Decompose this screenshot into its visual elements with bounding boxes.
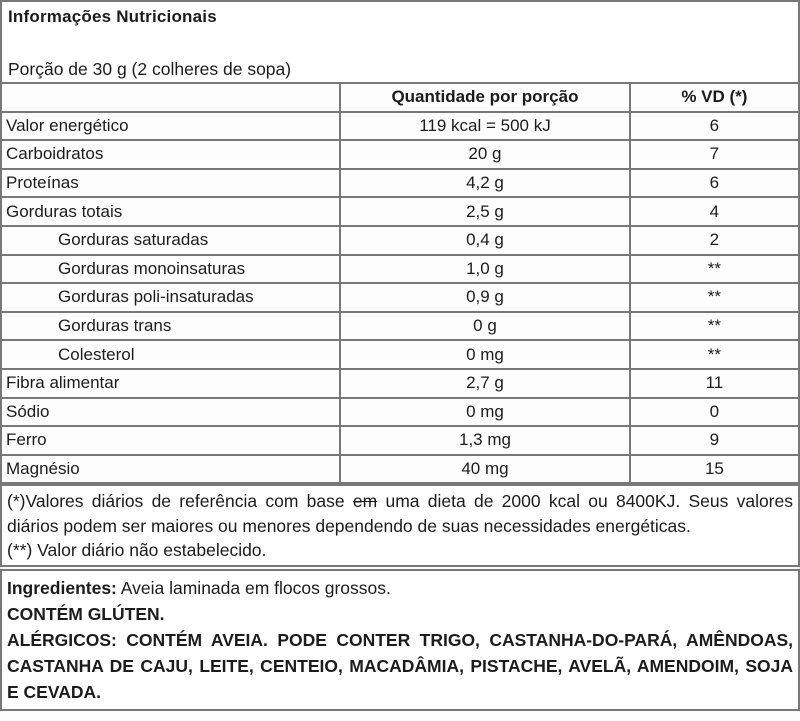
nutrient-name: Gorduras saturadas — [1, 226, 340, 255]
nutrient-quantity: 1,0 g — [340, 255, 630, 284]
nutrient-vd: 7 — [630, 140, 799, 169]
table-row-sub — [1, 283, 799, 312]
nutrient-vd: 6 — [630, 112, 799, 141]
nutrient-quantity: 0,4 g — [340, 226, 630, 255]
daily-values-footnote-em: em — [352, 491, 378, 512]
header-quantity: Quantidade por porção — [340, 83, 630, 112]
table-row — [1, 197, 799, 226]
nutrient-name: Magnésio — [1, 455, 340, 484]
nutrition-table — [0, 82, 800, 484]
table-row — [1, 169, 799, 198]
nutrient-quantity: 119 kcal = 500 kJ — [340, 112, 630, 141]
table-row-sub — [1, 255, 799, 284]
table-row — [1, 398, 799, 427]
nutrient-name: Sódio — [1, 398, 340, 427]
ingredients-section — [0, 569, 800, 711]
nutrient-quantity: 0 g — [340, 312, 630, 341]
nutrient-quantity: 2,5 g — [340, 197, 630, 226]
header-section — [0, 0, 800, 82]
nutrient-vd: ** — [630, 283, 799, 312]
nutrient-vd: 9 — [630, 426, 799, 455]
header-vd: % VD (*) — [630, 83, 799, 112]
daily-values-footnote — [7, 489, 793, 538]
nutrient-quantity: 0 mg — [340, 340, 630, 369]
nutrient-quantity: 20 g — [340, 140, 630, 169]
nutrient-vd: 2 — [630, 226, 799, 255]
gluten-statement: CONTÉM GLÚTEN. — [7, 603, 165, 624]
nutrient-name: Fibra alimentar — [1, 369, 340, 398]
table-row-sub — [1, 226, 799, 255]
ingredients-line — [7, 575, 793, 601]
nutrient-vd: ** — [630, 255, 799, 284]
nutrient-name: Carboidratos — [1, 140, 340, 169]
nutrient-name: Gorduras poli-insaturadas — [1, 283, 340, 312]
nutrient-quantity: 0 mg — [340, 398, 630, 427]
nutrient-vd: ** — [630, 312, 799, 341]
nutrient-vd: 4 — [630, 197, 799, 226]
nutrient-vd: 11 — [630, 369, 799, 398]
nutrient-vd: 15 — [630, 455, 799, 484]
nutrient-vd: 0 — [630, 398, 799, 427]
ingredients-label: Ingredientes: — [7, 577, 117, 598]
nutrient-name: Proteínas — [1, 169, 340, 198]
nutrient-vd: ** — [630, 340, 799, 369]
nutrient-quantity: 1,3 mg — [340, 426, 630, 455]
header-empty-cell — [1, 83, 340, 112]
allergens-statement: ALÉRGICOS: CONTÉM AVEIA. PODE CONTER TRIGO, CASTANHA-DO-PARÁ, AMÊNDOAS, CASTANHA DE CAJU, LEITE, CENTEIO, MACADÂMIA, PISTACHE, AVELÃ, AMENDOIM, SOJA E CEVADA. — [7, 629, 793, 702]
footnote-section — [0, 484, 800, 567]
not-established-footnote: (**) Valor diário não estabelecido. — [7, 540, 267, 561]
nutrient-name: Valor energético — [1, 112, 340, 141]
table-row-sub — [1, 340, 799, 369]
nutrient-quantity: 0,9 g — [340, 283, 630, 312]
nutrient-quantity: 4,2 g — [340, 169, 630, 198]
nutrient-quantity: 2,7 g — [340, 369, 630, 398]
daily-values-footnote-part1: (*)Valores diários de referência com base — [7, 491, 353, 512]
nutrient-name: Gorduras totais — [1, 197, 340, 226]
nutrient-name: Gorduras monoinsaturas — [1, 255, 340, 284]
nutrient-vd: 6 — [630, 169, 799, 198]
nutrient-name: Gorduras trans — [1, 312, 340, 341]
table-row — [1, 140, 799, 169]
nutrient-name: Ferro — [1, 426, 340, 455]
nutrient-name: Colesterol — [1, 340, 340, 369]
label-title: Informações Nutricionais — [8, 7, 217, 26]
table-row — [1, 112, 799, 141]
table-row — [1, 426, 799, 455]
table-row — [1, 455, 799, 484]
portion-size: Porção de 30 g (2 colheres de sopa) — [8, 59, 292, 79]
table-row — [1, 369, 799, 398]
table-header-row — [1, 83, 799, 112]
ingredients-text: Aveia laminada em flocos grossos. — [116, 577, 391, 598]
nutrient-quantity: 40 mg — [340, 455, 630, 484]
daily-values-footnote-part2: uma dieta de 2000 kcal ou 8400KJ. Seus valores diários podem ser maiores ou menores dependendo de suas necessidades energéticas. — [7, 491, 793, 536]
table-row-sub — [1, 312, 799, 341]
